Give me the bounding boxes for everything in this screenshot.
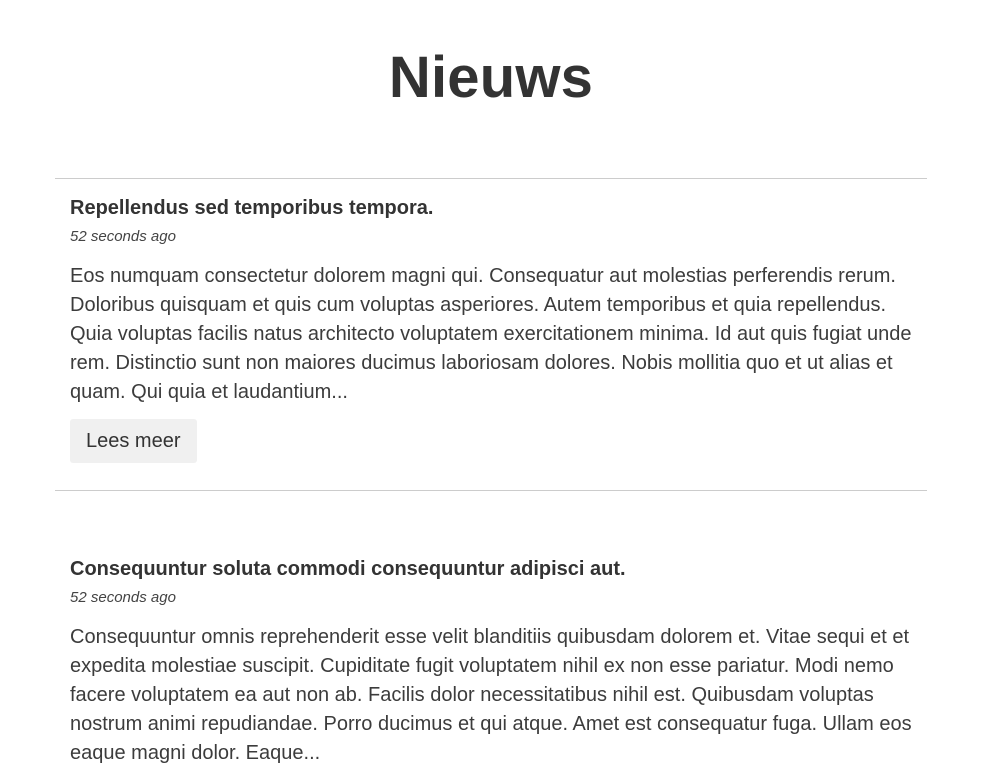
divider	[55, 490, 927, 491]
article-title: Repellendus sed temporibus tempora.	[70, 197, 434, 219]
article-title: Consequuntur soluta commodi consequuntur adipisci aut.	[70, 558, 626, 580]
news-article	[70, 557, 920, 768]
page-title: Nieuws	[388, 45, 594, 110]
article-timestamp: 52 seconds ago	[70, 589, 176, 606]
article-excerpt: Consequuntur omnis reprehenderit esse velit blanditiis quibusdam dolorem et. Vitae sequi et et expedita molestiae suscipit. Cupiditate fugit voluptatem nihil ex non esse pariatur. Modi nemo facere voluptatem ea aut non ab. Facilis dolor necessitatibus nihil est. Quibusdam voluptas nostrum animi repudiandae. Porro ducimus et qui atque. Amet est consequatur fuga. Ullam eos eaque magni dolor. Eaque...	[70, 626, 912, 764]
article-timestamp: 52 seconds ago	[70, 228, 176, 245]
news-article	[70, 196, 920, 463]
read-more-button[interactable]: Lees meer	[70, 419, 197, 463]
article-excerpt: Eos numquam consectetur dolorem magni qui. Consequatur aut molestias perferendis rerum. Doloribus quisquam et quis cum voluptas asperiores. Autem temporibus et quia repellendus. Quia voluptas facilis natus architecto voluptatem exercitationem minima. Id aut quis fugiat unde rem. Distinctio sunt non maiores ducimus laboriosam dolores. Nobis mollitia quo et ut alias et quam. Qui quia et laudantium...	[70, 265, 912, 403]
divider	[55, 178, 927, 179]
